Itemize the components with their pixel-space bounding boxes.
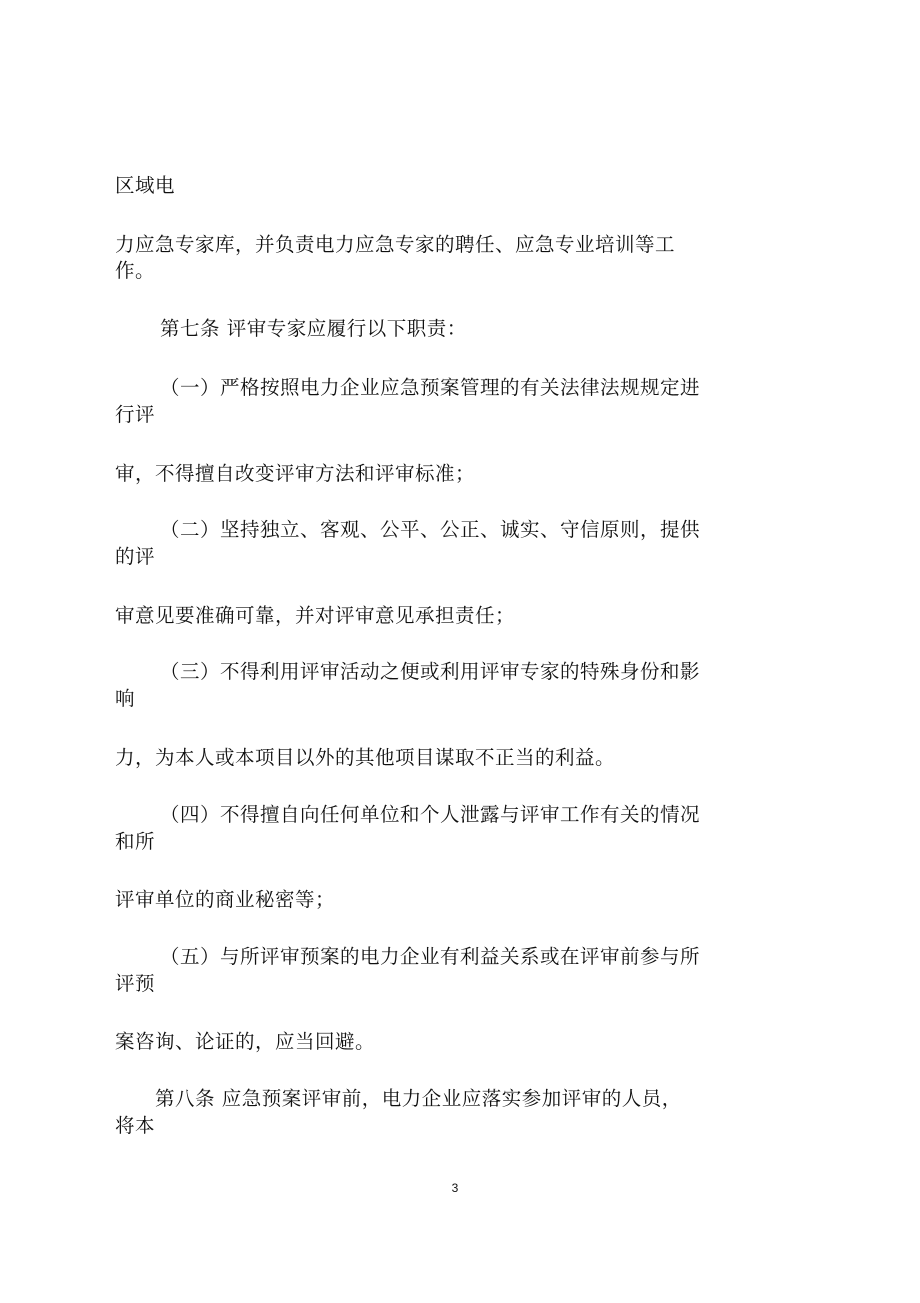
text-line: （三）不得利用评审活动之便或利用评审专家的特殊身份和影 — [160, 660, 701, 683]
text-line: （五）与所评审预案的电力企业有利益关系或在评审前参与所 — [160, 945, 701, 968]
text-line: 将本 — [115, 1114, 156, 1137]
text-line: 和所 — [115, 830, 156, 853]
text-line: 的评 — [115, 545, 156, 568]
text-line: （二）坚持独立、客观、公平、公正、诚实、守信原则，提供 — [160, 518, 701, 541]
page-number: 3 — [451, 1181, 459, 1195]
text-line: 力，为本人或本项目以外的其他项目谋取不正当的利益。 — [115, 746, 616, 769]
text-line: 作。 — [115, 259, 156, 282]
text-line: 审，不得擅自改变评审方法和评审标准； — [115, 462, 476, 485]
article-heading: 第八条 应急预案评审前，电力企业应落实参加评审的人员， — [155, 1087, 682, 1110]
text-line: 评审单位的商业秘密等； — [115, 888, 336, 911]
text-line: （一）严格按照电力企业应急预案管理的有关法律法规规定进 — [160, 376, 701, 399]
text-line: 审意见要准确可靠，并对评审意见承担责任； — [115, 604, 516, 627]
text-line: （四）不得擅自向任何单位和个人泄露与评审工作有关的情况 — [160, 803, 701, 826]
article-heading: 第七条 评审专家应履行以下职责： — [160, 317, 467, 340]
text-line: 评预 — [115, 972, 156, 995]
text-line: 案咨询、论证的，应当回避。 — [115, 1030, 376, 1053]
text-line: 行评 — [115, 403, 156, 426]
text-line: 区域电 — [115, 174, 176, 197]
text-line: 响 — [115, 687, 136, 710]
text-line: 力应急专家库，并负责电力应急专家的聘任、应急专业培训等工 — [115, 233, 676, 256]
